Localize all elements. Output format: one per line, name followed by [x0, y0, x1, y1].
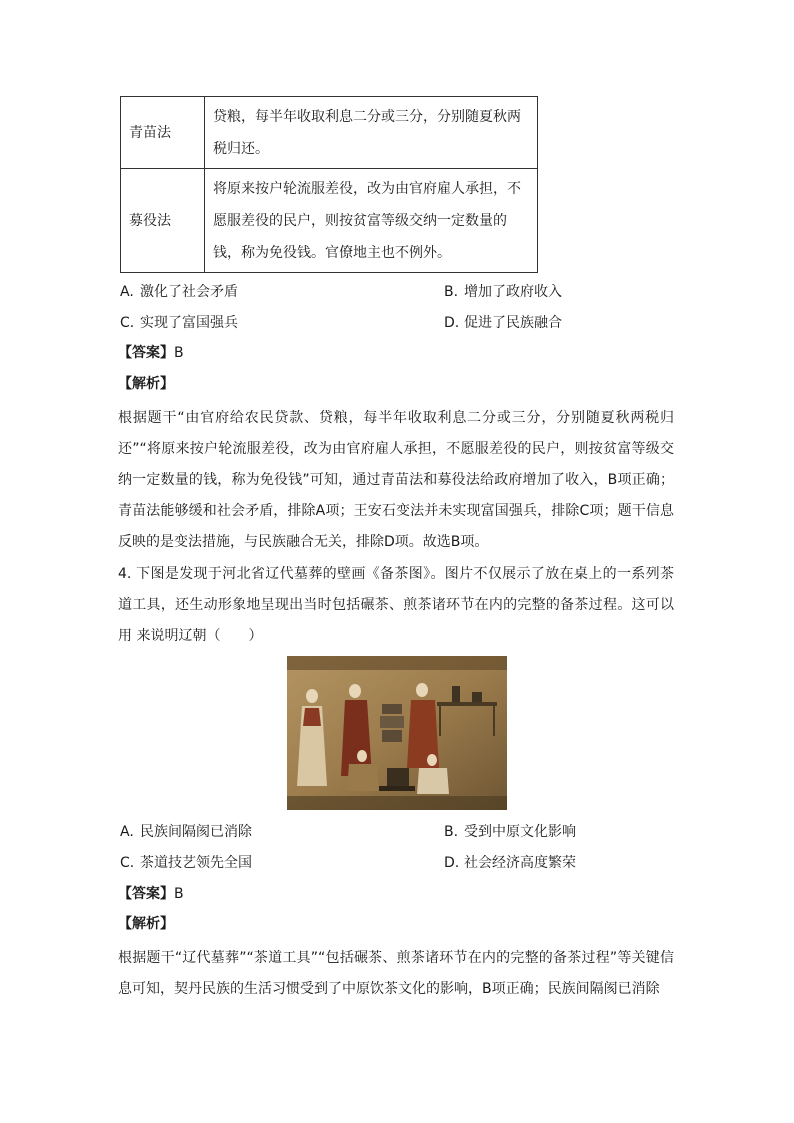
q3-option-b: B. 增加了政府收入: [444, 284, 562, 300]
q4-option-d: D. 社会经济高度繁荣: [444, 855, 576, 871]
table-row: [121, 97, 538, 169]
q4-option-c: C. 茶道技艺领先全国: [120, 855, 252, 871]
q3-answer: 【答案】B: [118, 345, 184, 361]
q4-stem: 4. 下图是发现于河北省辽代墓葬的壁画《备茶图》。图片不仅展示了放在桌上的一系列茶道工具，还生动形象地呈现出当时包括碾茶、煎茶诸环节在内的完整的备茶过程。这可以用 来说明辽朝（ ）: [118, 566, 674, 644]
q4-analysis-text: 根据题干“辽代墓葬”“茶道工具”“包括碾茶、煎茶诸环节在内的完整的备茶过程”等关键信息可知，契丹民族的生活习惯受到了中原饮茶文化的影响，B项正确；民族间隔阂已消除: [118, 950, 674, 997]
policy-name: 青苗法: [121, 97, 205, 169]
policy-name: 募役法: [121, 169, 205, 273]
q4-analysis-label: 【解析】: [118, 916, 174, 932]
q3-option-a: A. 激化了社会矛盾: [120, 284, 238, 300]
policy-desc: 贷粮，每半年收取利息二分或三分，分别随夏秋两税归还。: [205, 97, 538, 169]
q3-option-d: D. 促进了民族融合: [444, 315, 562, 331]
mural-image: [287, 656, 507, 810]
q4-option-a: A. 民族间隔阂已消除: [120, 824, 252, 840]
table-row: [121, 169, 538, 273]
q3-analysis-text: 根据题干“由官府给农民贷款、贷粮，每半年收取利息二分或三分，分别随夏秋两税归还”“将原来按户轮流服差役，改为由官府雇人承担，不愿服差役的民户，则按贫富等级交纳一定数量的钱，称为免役钱”可知，通过青苗法和募役法给政府增加了收入，B项正确；青苗法能够缓和社会矛盾，排除A项；王安石变法并未实现富国强兵，排除C项；题干信息反映的是变法措施，与民族融合无关，排除D项。故选B项。: [118, 410, 674, 550]
policy-desc: 将原来按户轮流服差役，改为由官府雇人承担，不愿服差役的民户，则按贫富等级交纳一定数量的钱，称为免役钱。官僚地主也不例外。: [205, 169, 538, 273]
q3-analysis-label: 【解析】: [118, 376, 174, 392]
q4-option-b: B. 受到中原文化影响: [444, 824, 576, 840]
policy-table: [120, 96, 538, 273]
q3-option-c: C. 实现了富国强兵: [120, 315, 238, 331]
tea-preparation-mural: [287, 656, 507, 810]
q4-answer: 【答案】B: [118, 886, 184, 902]
